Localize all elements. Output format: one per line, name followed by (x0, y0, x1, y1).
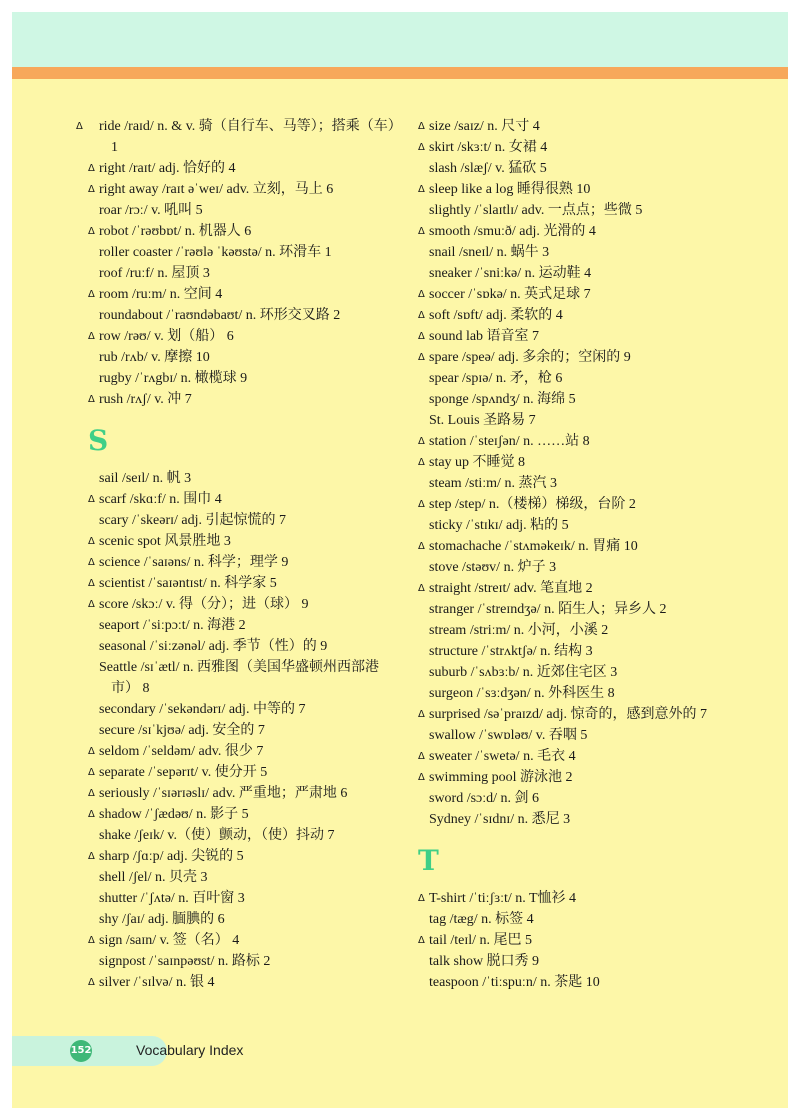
vocab-entry-text: rush /rʌʃ/ v. 冲 7 (99, 392, 192, 407)
vocab-entry-text: smooth /smuːð/ adj. 光滑的 4 (429, 224, 596, 239)
vocab-entry-text: surprised /səˈpraɪzd/ adj. 惊奇的，感到意外的 7 (429, 707, 708, 722)
triangle-marker-icon: Δ (88, 331, 95, 342)
vocab-entry (418, 473, 748, 494)
vocab-entry-text: stove /stəʊv/ n. 炉子 3 (429, 560, 557, 575)
vocab-entry-text: suburb /ˈsʌbɜːb/ n. 近郊住宅区 3 (429, 665, 618, 680)
vocab-entry-text: scenic spot 风景胜地 3 (99, 534, 231, 549)
vocab-entry (88, 305, 406, 326)
vocab-entry (418, 515, 748, 536)
triangle-marker-icon: Δ (418, 583, 425, 594)
vocab-entry (418, 599, 748, 620)
vocab-entry-text: seaport /ˈsiːpɔːt/ n. 海港 2 (99, 618, 246, 633)
vocab-entry (88, 510, 406, 531)
vocab-entry (418, 951, 748, 972)
vocab-entry-text: talk show 脱口秀 9 (429, 954, 540, 969)
triangle-marker-icon: Δ (418, 499, 425, 510)
triangle-marker-icon: Δ (88, 935, 95, 946)
vocab-entry (88, 720, 406, 741)
vocab-entry-text: sign /saɪn/ v. 签（名） 4 (99, 933, 240, 948)
vocab-entry (88, 468, 406, 489)
vocab-entry-text: straight /streɪt/ adv. 笔直地 2 (429, 581, 593, 596)
vocab-entry-text: shake /ʃeɪk/ v.（使）颤动，（使）抖动 7 (99, 828, 335, 843)
triangle-marker-icon: Δ (88, 851, 95, 862)
vocab-entry (418, 263, 748, 284)
vocab-entry-text: slash /slæʃ/ v. 猛砍 5 (429, 161, 547, 176)
vocab-entry-text: secondary /ˈsekəndərɪ/ adj. 中等的 7 (99, 702, 306, 717)
letter-heading-t: T (418, 844, 439, 877)
vocab-entry-text: shell /ʃel/ n. 贝壳 3 (99, 870, 208, 885)
vocab-entry (88, 347, 406, 368)
vocab-entry (418, 704, 748, 725)
triangle-marker-icon: Δ (418, 310, 425, 321)
vocab-entry-text: right away /raɪt əˈweɪ/ adv. 立刻，马上 6 (99, 182, 334, 197)
vocab-entry-text: stomachache /ˈstʌməkeɪk/ n. 胃痛 10 (429, 539, 638, 554)
vocab-entry (418, 452, 748, 473)
vocab-entry (88, 368, 406, 389)
triangle-marker-icon: Δ (418, 709, 425, 720)
triangle-marker-icon: Δ (88, 184, 95, 195)
s-entries-list-continued (418, 116, 748, 830)
vocab-entry (418, 578, 748, 599)
vocab-entry (88, 489, 406, 510)
vocab-entry (88, 242, 406, 263)
triangle-marker-icon: Δ (418, 289, 425, 300)
vocab-entry (88, 867, 406, 888)
right-column (418, 116, 748, 993)
vocab-entry-text: sweater /ˈswetə/ n. 毛衣 4 (429, 749, 576, 764)
vocab-entry (88, 594, 406, 615)
vocab-entry (88, 972, 406, 993)
vocab-entry-text: secure /sɪˈkjʊə/ adj. 安全的 7 (99, 723, 265, 738)
vocab-entry-text: shy /ʃaɪ/ adj. 腼腆的 6 (99, 912, 225, 927)
vocab-entry (418, 179, 748, 200)
vocab-entry-text: sponge /spʌndʒ/ n. 海绵 5 (429, 392, 576, 407)
triangle-marker-icon: Δ (418, 142, 425, 153)
vocab-entry (418, 909, 748, 930)
vocab-entry-text: Seattle /sɪˈætl/ n. 西雅图（美国华盛顿州西部港市） 8 (99, 660, 379, 696)
page (12, 12, 788, 1108)
vocab-entry-text: shutter /ˈʃʌtə/ n. 百叶窗 3 (99, 891, 245, 906)
vocab-entry-text: structure /ˈstrʌktʃə/ n. 结构 3 (429, 644, 593, 659)
triangle-marker-icon: Δ (418, 893, 425, 904)
vocab-entry-text: scary /ˈskeərɪ/ adj. 引起惊慌的 7 (99, 513, 287, 528)
vocab-entry-text: slightly /ˈslaɪtlɪ/ adv. 一点点；些微 5 (429, 203, 643, 218)
vocab-entry (88, 615, 406, 636)
vocab-entry-text: sound lab 语音室 7 (429, 329, 540, 344)
vocab-entry-text: separate /ˈsepərɪt/ v. 使分开 5 (99, 765, 268, 780)
triangle-marker-icon: Δ (88, 578, 95, 589)
vocab-entry-text: roof /ruːf/ n. 屋顶 3 (99, 266, 210, 281)
vocab-entry (418, 930, 748, 951)
vocab-entry-text: skirt /skɜːt/ n. 女裙 4 (429, 140, 548, 155)
vocab-entry (88, 741, 406, 762)
vocab-entry (418, 620, 748, 641)
s-entries-list (88, 468, 406, 993)
vocab-entry (88, 699, 406, 720)
triangle-marker-icon: Δ (418, 541, 425, 552)
vocab-entry-text: size /saɪz/ n. 尺寸 4 (429, 119, 540, 134)
vocab-entry (418, 116, 748, 137)
vocab-entry (88, 888, 406, 909)
vocab-entry (418, 305, 748, 326)
vocab-entry (418, 725, 748, 746)
vocab-entry-text: stay up 不睡觉 8 (429, 455, 526, 470)
vocab-entry-text: soft /sɒft/ adj. 柔软的 4 (429, 308, 563, 323)
vocab-entry-text: sharp /ʃɑːp/ adj. 尖锐的 5 (99, 849, 244, 864)
triangle-marker-icon: Δ (88, 394, 95, 405)
vocab-entry-text: St. Louis 圣路易 7 (429, 413, 536, 428)
top-band (12, 12, 788, 67)
triangle-marker-icon: Δ (88, 557, 95, 568)
vocab-entry (88, 221, 406, 242)
vocab-entry-text: sword /sɔːd/ n. 剑 6 (429, 791, 540, 806)
vocab-entry (418, 200, 748, 221)
vocab-entry (418, 347, 748, 368)
triangle-marker-icon: Δ (88, 494, 95, 505)
vocab-entry-text: seldom /ˈseldəm/ adv. 很少 7 (99, 744, 264, 759)
vocab-entry-text: seasonal /ˈsiːzənəl/ adj. 季节（性）的 9 (99, 639, 328, 654)
vocab-entry-text: Sydney /ˈsɪdnɪ/ n. 悉尼 3 (429, 812, 571, 827)
triangle-marker-icon: Δ (418, 751, 425, 762)
orange-divider-bar (12, 67, 788, 79)
vocab-entry-text: roar /rɔː/ v. 吼叫 5 (99, 203, 203, 218)
r-entries-list (76, 116, 406, 410)
triangle-marker-icon: Δ (418, 352, 425, 363)
vocab-entry-text: step /step/ n.（楼梯）梯级，台阶 2 (429, 497, 636, 512)
page-number-badge: 152 (70, 1040, 92, 1062)
vocab-entry-text: rub /rʌb/ v. 摩擦 10 (99, 350, 210, 365)
vocab-entry (88, 762, 406, 783)
vocab-entry-text: spear /spɪə/ n. 矛，枪 6 (429, 371, 563, 386)
vocab-entry (88, 930, 406, 951)
t-entries-list (418, 888, 748, 993)
vocab-entry (418, 809, 748, 830)
vocab-entry (88, 552, 406, 573)
vocab-entry-text: scarf /skɑːf/ n. 围巾 4 (99, 492, 222, 507)
vocab-entry (418, 410, 748, 431)
triangle-marker-icon: Δ (418, 772, 425, 783)
vocab-entry-text: T-shirt /ˈtiːʃɜːt/ n. T恤衫 4 (429, 891, 577, 906)
vocab-entry (88, 263, 406, 284)
vocab-entry-text: spare /speə/ adj. 多余的；空闲的 9 (429, 350, 631, 365)
triangle-marker-icon: Δ (88, 809, 95, 820)
vocab-entry (418, 557, 748, 578)
vocab-entry-text: shadow /ˈʃædəʊ/ n. 影子 5 (99, 807, 249, 822)
vocab-entry-text: ride /raɪd/ n. & v. 骑（自行车、马等）；搭乘（车） 1 (99, 119, 402, 155)
vocab-entry-text: right /raɪt/ adj. 恰好的 4 (99, 161, 236, 176)
vocab-entry (418, 368, 748, 389)
vocab-entry (418, 494, 748, 515)
triangle-marker-icon: Δ (418, 331, 425, 342)
vocab-entry-text: steam /stiːm/ n. 蒸汽 3 (429, 476, 557, 491)
vocab-entry (88, 846, 406, 867)
vocab-entry-text: roller coaster /ˈrəʊlə ˈkəʊstə/ n. 环滑车 1 (99, 245, 332, 260)
vocab-entry (418, 221, 748, 242)
triangle-marker-icon: Δ (88, 977, 95, 988)
vocab-entry (418, 389, 748, 410)
vocab-entry (88, 284, 406, 305)
triangle-marker-icon: Δ (418, 184, 425, 195)
vocab-entry: Δ ride /raɪd/ n. & v. 骑（自行车、马等）；搭乘（车） 1 (76, 119, 402, 155)
triangle-marker-icon: Δ (418, 436, 425, 447)
vocab-entry-text: scientist /ˈsaɪəntɪst/ n. 科学家 5 (99, 576, 277, 591)
triangle-marker-icon: Δ (88, 788, 95, 799)
vocab-entry-text: silver /ˈsɪlvə/ n. 银 4 (99, 975, 215, 990)
vocab-entry-text: stream /striːm/ n. 小河，小溪 2 (429, 623, 609, 638)
vocab-entry-text: swallow /ˈswɒləʊ/ v. 吞咽 5 (429, 728, 588, 743)
letter-heading-s: S (88, 424, 109, 457)
vocab-entry (88, 179, 406, 200)
vocab-entry (88, 909, 406, 930)
vocab-entry (88, 951, 406, 972)
triangle-marker-icon: Δ (88, 767, 95, 778)
vocab-entry-text: snail /sneɪl/ n. 蜗牛 3 (429, 245, 550, 260)
vocab-entry-text: tag /tæg/ n. 标签 4 (429, 912, 534, 927)
vocab-entry (418, 767, 748, 788)
vocab-entry (418, 972, 748, 993)
vocab-entry-text: sticky /ˈstɪkɪ/ adj. 粘的 5 (429, 518, 569, 533)
vocab-entry-text: teaspoon /ˈtiːspuːn/ n. 茶匙 10 (429, 975, 600, 990)
vocab-entry-text: sail /seɪl/ n. 帆 3 (99, 471, 192, 486)
vocab-entry (88, 657, 406, 699)
vocab-entry (88, 200, 406, 221)
vocab-entry-text: rugby /ˈrʌgbɪ/ n. 橄榄球 9 (99, 371, 248, 386)
vocab-entry (418, 431, 748, 452)
vocab-entry (418, 326, 748, 347)
vocab-entry (88, 804, 406, 825)
vocab-entry-text: surgeon /ˈsɜːdʒən/ n. 外科医生 8 (429, 686, 615, 701)
vocab-entry (88, 389, 406, 410)
triangle-marker-icon: Δ (88, 599, 95, 610)
vocab-entry (88, 158, 406, 179)
vocab-entry (418, 137, 748, 158)
vocab-entry (418, 662, 748, 683)
vocab-entry (88, 531, 406, 552)
vocab-entry (88, 783, 406, 804)
triangle-marker-icon: Δ (88, 536, 95, 547)
vocab-entry-text: stranger /ˈstreɪndʒə/ n. 陌生人；异乡人 2 (429, 602, 667, 617)
vocab-entry-text: science /ˈsaɪəns/ n. 科学；理学 9 (99, 555, 289, 570)
vocab-entry (88, 825, 406, 846)
vocab-entry-text: signpost /ˈsaɪnpəʊst/ n. 路标 2 (99, 954, 271, 969)
triangle-marker-icon: Δ (88, 746, 95, 757)
vocab-entry-text: seriously /ˈsɪərɪəslɪ/ adv. 严重地；严肃地 6 (99, 786, 348, 801)
footer-label: Vocabulary Index (136, 1042, 244, 1058)
vocab-entry (418, 158, 748, 179)
vocab-entry-text: tail /teɪl/ n. 尾巴 5 (429, 933, 533, 948)
vocab-entry-text: robot /ˈrəʊbɒt/ n. 机器人 6 (99, 224, 252, 239)
triangle-marker-icon: Δ (418, 935, 425, 946)
left-column (76, 116, 406, 993)
vocab-entry (88, 326, 406, 347)
triangle-marker-icon: Δ (88, 289, 95, 300)
triangle-marker-icon: Δ (88, 226, 95, 237)
triangle-marker-icon: Δ (418, 121, 425, 132)
vocab-entry-text: row /rəʊ/ v. 划（船） 6 (99, 329, 234, 344)
triangle-marker-icon: Δ (418, 226, 425, 237)
vocab-entry (88, 573, 406, 594)
vocab-entry-text: sneaker /ˈsniːkə/ n. 运动鞋 4 (429, 266, 592, 281)
vocab-entry (418, 888, 748, 909)
triangle-marker-icon: Δ (88, 163, 95, 174)
vocab-entry-text: swimming pool 游泳池 2 (429, 770, 573, 785)
vocab-entry (418, 788, 748, 809)
vocab-entry-text: sleep like a log 睡得很熟 10 (429, 182, 591, 197)
vocab-entry-text: station /ˈsteɪʃən/ n. ……站 8 (429, 434, 590, 449)
vocab-entry (418, 536, 748, 557)
vocab-entry (418, 683, 748, 704)
vocab-entry (418, 746, 748, 767)
vocab-entry (418, 641, 748, 662)
vocab-entry-text: score /skɔː/ v. 得（分）；进（球） 9 (99, 597, 309, 612)
vocab-entry (88, 636, 406, 657)
vocab-entry-text: soccer /ˈsɒkə/ n. 英式足球 7 (429, 287, 591, 302)
triangle-marker-icon: Δ (418, 457, 425, 468)
vocab-entry (418, 242, 748, 263)
vocab-entry-text: room /ruːm/ n. 空间 4 (99, 287, 223, 302)
vocab-entry (418, 284, 748, 305)
vocab-entry-text: roundabout /ˈraʊndəbaʊt/ n. 环形交叉路 2 (99, 308, 341, 323)
